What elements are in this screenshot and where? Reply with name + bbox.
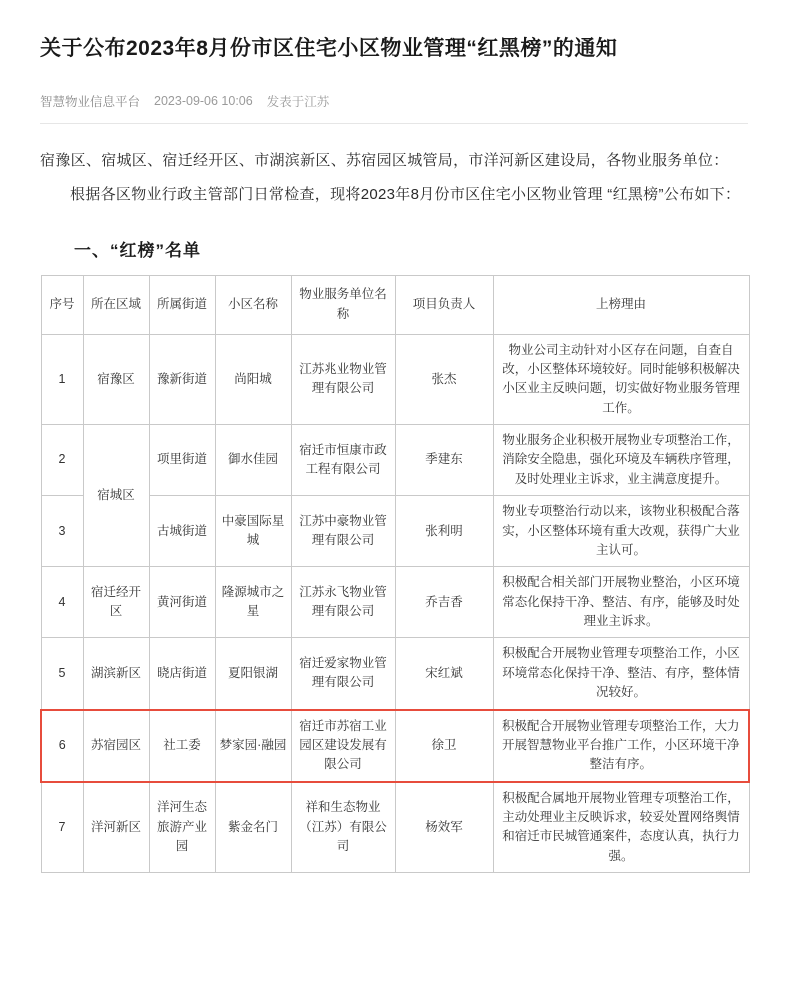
cell-manager: 乔吉香 (395, 567, 493, 638)
body-paragraph-1: 宿豫区、宿城区、宿迁经开区、市湖滨新区、苏宿园区城管局，市洋河新区建设局，各物业服务单位： (40, 151, 729, 169)
cell-manager: 张利明 (395, 496, 493, 567)
table-row (41, 782, 749, 873)
cell-community: 尚阳城 (215, 334, 291, 425)
table-row (41, 425, 749, 496)
cell-area: 洋河新区 (83, 782, 149, 873)
cell-area: 苏宿园区 (83, 710, 149, 782)
cell-area: 宿豫区 (83, 334, 149, 425)
cell-reason: 积极配合属地开展物业管理专项整治工作，主动处理业主反映诉求，较妥处置网络舆情和宿迁市民城管通案件，态度认真，执行力强。 (493, 782, 749, 873)
table-header-reason: 上榜理由 (493, 275, 749, 334)
cell-community: 御水佳园 (215, 425, 291, 496)
cell-street: 社工委 (149, 710, 215, 782)
meta-date: 2023-09-06 10:06 (154, 93, 253, 108)
table-row (41, 710, 749, 782)
cell-company: 宿迁爱家物业管理有限公司 (291, 638, 395, 710)
article-page (0, 14, 788, 995)
cell-reason: 物业服务企业积极开展物业专项整治工作，消除安全隐患，强化环境及车辆秩序管理，及时处理业主诉求，业主满意度提升。 (493, 425, 749, 496)
cell-reason: 积极配合开展物业管理专项整治工作，大力开展智慧物业平台推广工作，小区环境干净整洁有序。 (493, 710, 749, 782)
cell-reason: 积极配合开展物业管理专项整治工作，小区环境常态化保持干净、整洁、有序，整体情况较好。 (493, 638, 749, 710)
cell-no: 7 (41, 782, 83, 873)
cell-street: 晓店街道 (149, 638, 215, 710)
cell-area: 湖滨新区 (83, 638, 149, 710)
cell-community: 紫金名门 (215, 782, 291, 873)
cell-no: 3 (41, 496, 83, 567)
table-header-no: 序号 (41, 275, 83, 334)
cell-manager: 徐卫 (395, 710, 493, 782)
cell-street: 黄河街道 (149, 567, 215, 638)
cell-company: 祥和生态物业（江苏）有限公司 (291, 782, 395, 873)
table-header-company: 物业服务单位名称 (291, 275, 395, 334)
cell-area: 宿迁经开区 (83, 567, 149, 638)
cell-reason: 物业公司主动针对小区存在问题，自查自改，小区整体环境较好。同时能够积极解决小区业主反映问题，切实做好物业服务管理工作。 (493, 334, 749, 425)
cell-company: 江苏永飞物业管理有限公司 (291, 567, 395, 638)
cell-community: 梦家园·融园 (215, 710, 291, 782)
table-header-community: 小区名称 (215, 275, 291, 334)
cell-manager: 杨效军 (395, 782, 493, 873)
cell-street: 豫新街道 (149, 334, 215, 425)
cell-no: 4 (41, 567, 83, 638)
meta-publisher: 发表于江苏 (266, 94, 330, 109)
cell-street: 古城街道 (149, 496, 215, 567)
cell-no: 2 (41, 425, 83, 496)
cell-manager: 季建东 (395, 425, 493, 496)
cell-manager: 宋红斌 (395, 638, 493, 710)
cell-no: 5 (41, 638, 83, 710)
cell-company: 江苏兆业物业管理有限公司 (291, 334, 395, 425)
article-meta (40, 92, 748, 123)
cell-no: 6 (41, 710, 83, 782)
meta-source: 智慧物业信息平台 (40, 94, 141, 109)
header-divider (40, 123, 748, 124)
cell-community: 隆源城市之星 (215, 567, 291, 638)
table-row (41, 334, 749, 425)
cell-company: 宿迁市恒康市政工程有限公司 (291, 425, 395, 496)
section-heading-red-list: 一、“红榜”名单 (74, 240, 201, 260)
cell-street: 洋河生态旅游产业园 (149, 782, 215, 873)
body-paragraph-2: 根据各区物业行政主管部门日常检查，现将2023年8月份市区住宅小区物业管理 “红黑榜”公布如下： (70, 185, 741, 203)
cell-community: 夏阳银湖 (215, 638, 291, 710)
table-row (41, 638, 749, 710)
article-body (40, 146, 748, 210)
cell-area: 宿城区 (83, 425, 149, 567)
red-list-table (40, 275, 750, 874)
cell-reason: 积极配合相关部门开展物业整治，小区环境常态化保持干净、整洁、有序，能够及时处理业主诉求。 (493, 567, 749, 638)
table-body (41, 334, 749, 873)
cell-street: 项里街道 (149, 425, 215, 496)
table-header-row (41, 275, 749, 334)
table-header-manager: 项目负责人 (395, 275, 493, 334)
cell-community: 中豪国际星城 (215, 496, 291, 567)
table-header-street: 所属街道 (149, 275, 215, 334)
table-row (41, 567, 749, 638)
page-title: 关于公布2023年8月份市区住宅小区物业管理“红黑榜”的通知 (40, 37, 618, 61)
cell-reason: 物业专项整治行动以来，该物业积极配合落实，小区整体环境有重大改观，获得广大业主认可。 (493, 496, 749, 567)
cell-company: 江苏中豪物业管理有限公司 (291, 496, 395, 567)
table-header-area: 所在区域 (83, 275, 149, 334)
cell-no: 1 (41, 334, 83, 425)
cell-company: 宿迁市苏宿工业园区建设发展有限公司 (291, 710, 395, 782)
cell-manager: 张杰 (395, 334, 493, 425)
